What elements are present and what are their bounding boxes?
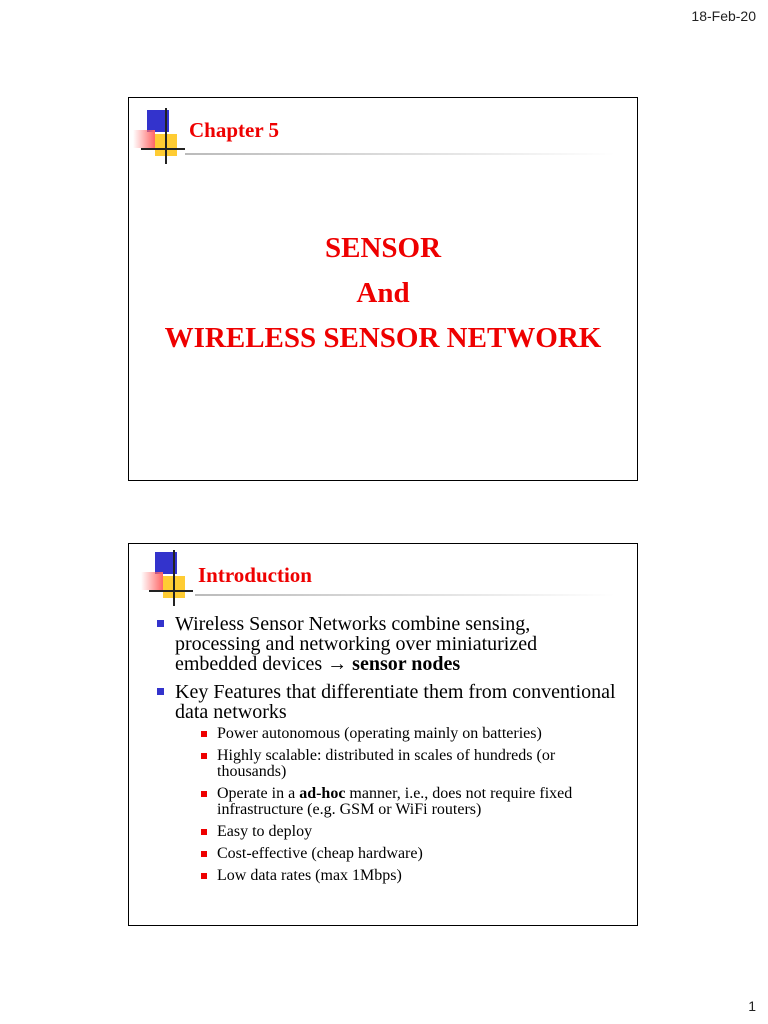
sub-list-item: Low data rates (max 1Mbps) <box>201 868 619 884</box>
square-bullet-icon <box>157 620 164 627</box>
heading-line: WIRELESS SENSOR NETWORK <box>164 322 602 354</box>
heading-line: And <box>356 277 410 309</box>
page-number: 1 <box>748 998 756 1014</box>
slide-chapter-title <box>128 97 638 481</box>
list-item: Key Features that differentiate them from conventional data networks Power autonomous (operating mainly on batteries) Highly scalable: distributed in scales of hundreds (or thousands) Operate in a ad-hoc manner, i.e., does not require fixed infrastructure (e.g. GSM or WiFi routers) Easy to deploy Cost-effective (cheap hardware) Low data rates (max 1Mbps) <box>155 682 619 884</box>
sub-list <box>201 726 619 884</box>
heading-line: SENSOR <box>324 232 442 264</box>
sub-list-item: Easy to deploy <box>201 824 619 840</box>
slide-title: Introduction <box>198 563 312 587</box>
sub-list-item: Power autonomous (operating mainly on batteries) <box>201 726 619 742</box>
square-bullet-icon <box>201 829 207 835</box>
slide-logo-icon <box>141 550 201 610</box>
sub-list-item: Operate in a ad-hoc manner, i.e., does not require fixed infrastructure (e.g. GSM or WiFi routers) <box>201 786 619 818</box>
square-bullet-icon <box>157 688 164 695</box>
header-date: 18-Feb-20 <box>691 8 756 24</box>
main-heading <box>129 226 637 361</box>
title-divider <box>195 594 615 596</box>
square-bullet-icon <box>201 731 207 737</box>
sub-list-item: Highly scalable: distributed in scales of hundreds (or thousands) <box>201 748 619 780</box>
square-bullet-icon <box>201 791 207 797</box>
title-divider <box>185 153 615 155</box>
list-item: Wireless Sensor Networks combine sensing, processing and networking over miniaturized embedded devices → sensor nodes <box>155 614 619 674</box>
square-bullet-icon <box>201 753 207 759</box>
square-bullet-icon <box>201 873 207 879</box>
sub-list-item: Cost-effective (cheap hardware) <box>201 846 619 862</box>
slide-logo-icon <box>133 108 193 168</box>
slide-title: Chapter 5 <box>189 118 280 142</box>
slide-content <box>155 614 619 892</box>
slide-introduction <box>128 543 638 926</box>
square-bullet-icon <box>201 851 207 857</box>
